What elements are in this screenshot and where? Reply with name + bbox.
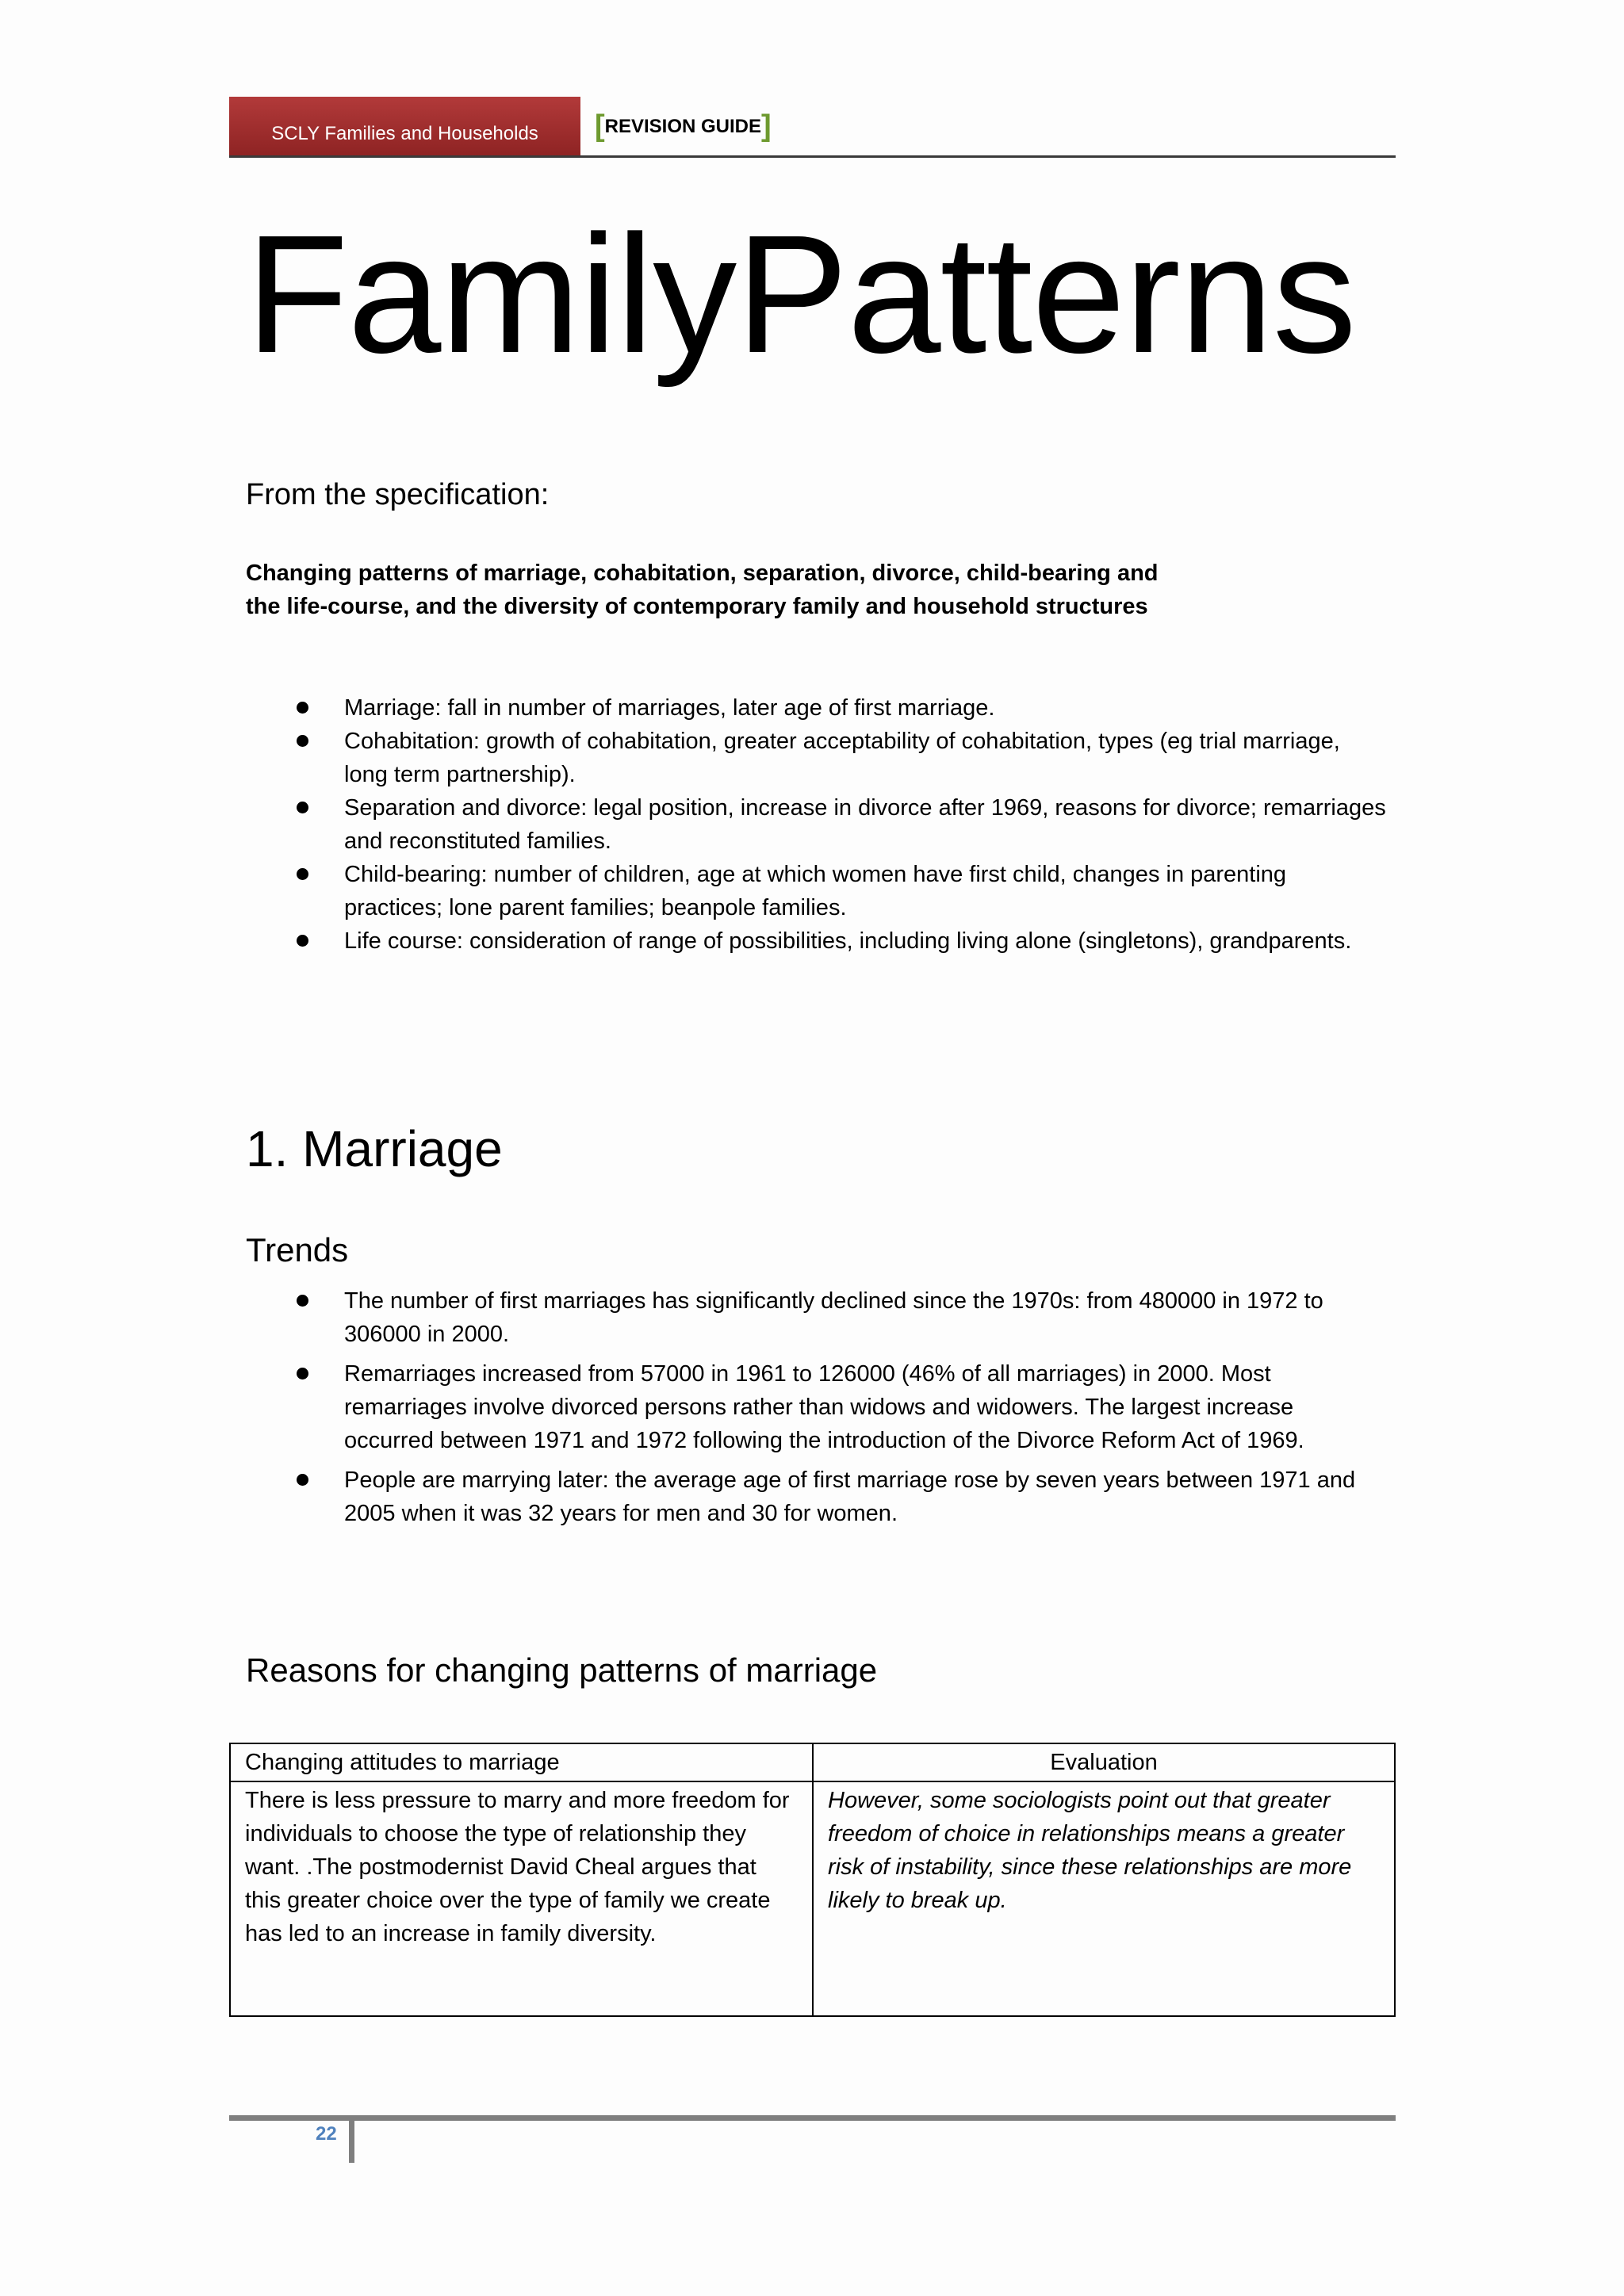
table-cell-point: There is less pressure to marry and more freedom for individuals to choose the type of relationship they want. .The postmodernist David Cheal argues that this greater choice over the type of family we create has led to an increase in family diversity. bbox=[230, 1781, 813, 2016]
spec-summary: Changing patterns of marriage, cohabitation, separation, divorce, child-bearing and the life-course, and the diversity of contemporary family and household structures bbox=[246, 561, 1159, 619]
bullet-icon bbox=[297, 1474, 308, 1486]
bullet-icon bbox=[297, 935, 308, 947]
footer-tick bbox=[349, 2115, 354, 2163]
list-item bbox=[246, 858, 1388, 924]
list-item bbox=[246, 725, 1388, 791]
section-heading: 1. Marriage bbox=[246, 1120, 503, 1177]
reasons-table bbox=[229, 1743, 1396, 2017]
list-item bbox=[246, 924, 1388, 958]
list-item bbox=[246, 1464, 1388, 1530]
table-row bbox=[230, 1781, 1395, 2016]
table-cell-evaluation: However, some sociologists point out that greater freedom of choice in relationships means a greater risk of instability, since these relationships are more likely to break up. bbox=[813, 1781, 1395, 2016]
header-tab bbox=[229, 97, 580, 156]
bullet-icon bbox=[297, 868, 308, 880]
header-guide bbox=[595, 109, 772, 144]
spec-list bbox=[246, 691, 1388, 958]
column-header-attitudes: Changing attitudes to marriage bbox=[230, 1743, 813, 1781]
bullet-icon bbox=[297, 1295, 308, 1307]
header-rule bbox=[229, 155, 1396, 158]
page-title: FamilyPatterns bbox=[246, 200, 1356, 388]
trends-list bbox=[246, 1284, 1388, 1536]
list-item-text: Marriage: fall in number of marriages, later age of first marriage. bbox=[344, 695, 995, 721]
reasons-heading: Reasons for changing patterns of marriage bbox=[246, 1651, 878, 1689]
bullet-icon bbox=[297, 735, 308, 747]
bracket-open: [ bbox=[595, 109, 605, 143]
bracket-close: ] bbox=[761, 109, 772, 143]
list-item-text: Cohabitation: growth of cohabitation, greater acceptability of cohabitation, types (eg trial marriage, long term partnership). bbox=[344, 729, 1340, 787]
list-item bbox=[246, 791, 1388, 858]
list-item-text: People are marrying later: the average age of first marriage rose by seven years between 1971 and 2005 when it was 32 years for men and 30 for women. bbox=[344, 1468, 1356, 1526]
column-header-evaluation: Evaluation bbox=[813, 1743, 1395, 1781]
list-item-text: Child-bearing: number of children, age at which women have first child, changes in parenting practices; lone parent families; beanpole families. bbox=[344, 862, 1287, 920]
page-number: 22 bbox=[316, 2123, 337, 2145]
trends-heading: Trends bbox=[246, 1231, 349, 1269]
list-item bbox=[246, 691, 1388, 725]
list-item-text: The number of first marriages has significantly declined since the 1970s: from 480000 in 1972 to 306000 in 2000. bbox=[344, 1288, 1323, 1347]
list-item bbox=[246, 1357, 1388, 1457]
table-header-row bbox=[230, 1743, 1395, 1781]
bullet-icon bbox=[297, 1368, 308, 1380]
spec-intro: From the specification: bbox=[246, 478, 550, 511]
list-item bbox=[246, 1284, 1388, 1351]
bullet-icon bbox=[297, 802, 308, 813]
footer-rule bbox=[229, 2115, 1396, 2121]
bullet-icon bbox=[297, 702, 308, 714]
header-guide-label: REVISION GUIDE bbox=[604, 116, 762, 137]
list-item-text: Separation and divorce: legal position, increase in divorce after 1969, reasons for divorce; remarriages and reconstituted families. bbox=[344, 795, 1386, 854]
list-item-text: Life course: consideration of range of possibilities, including living alone (singletons), grandparents. bbox=[344, 928, 1352, 954]
header-tab-label: SCLY Families and Households bbox=[271, 123, 538, 144]
list-item-text: Remarriages increased from 57000 in 1961 to 126000 (46% of all marriages) in 2000. Most remarriages involve divorced persons rather than widows and widowers. The largest increase occurred between 1971 and 1972 following the introduction of the Divorce Reform Act of 1969. bbox=[344, 1361, 1304, 1453]
